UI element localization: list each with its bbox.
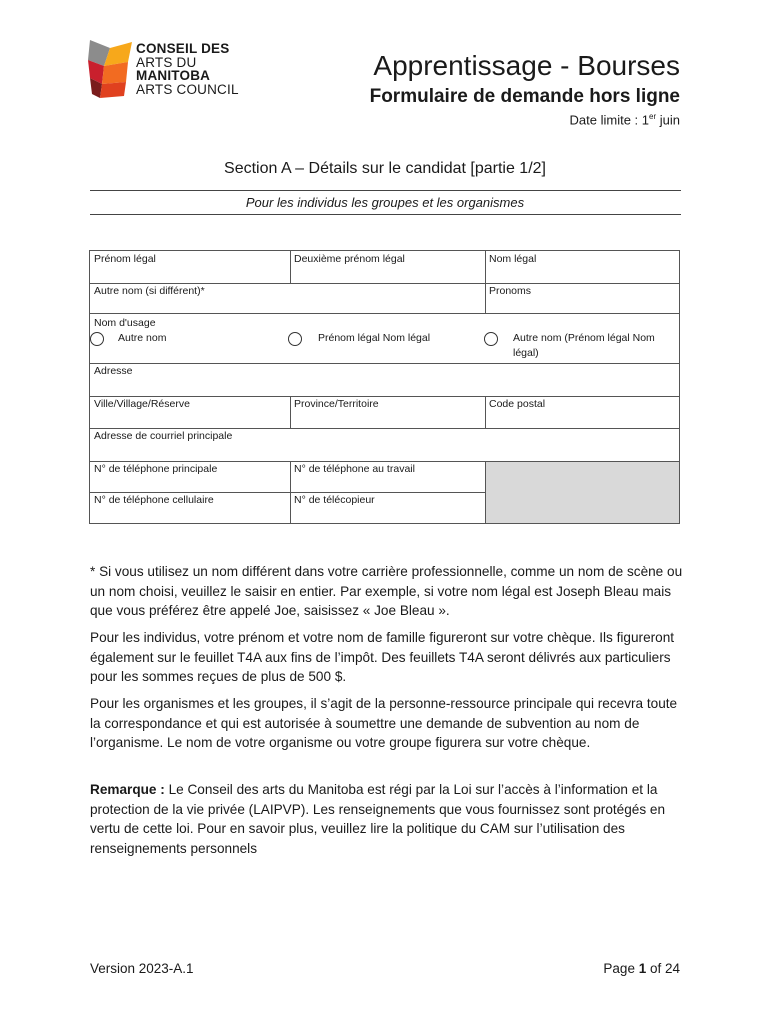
document-subtitle: Formulaire de demande hors ligne [369,86,680,107]
radio-legal-name[interactable] [288,332,302,346]
radio-other-full-name-label: Autre nom (Prénom légal Nom légal) [513,332,655,359]
legal-last-name-field[interactable] [485,251,679,283]
radio-other-name[interactable] [90,332,104,346]
work-phone-label: N° de téléphone au travail [294,463,415,475]
paragraph-privacy-note: Remarque : Le Conseil des arts du Manitoba est régi par la Loi sur l’accès à l’information et la protection de la vie privée (LAIPVP). Les renseignements que vous fournissez sont protégés en vertu de cette loi. Pour en savoir plus, veuillez lire la politique du CAM sur l’utilisation des renseignements personnels [90,782,666,856]
version-label: Version 2023-A.1 [90,961,194,976]
province-field[interactable] [290,396,485,428]
applicant-form [89,250,680,524]
deadline: Date limite : 1er juin [569,112,680,128]
legal-middle-name-label: Deuxième prénom légal [294,253,405,265]
pronouns-label: Pronoms [489,285,532,297]
legal-last-name-label: Nom légal [489,253,537,265]
page-number: Page 1 of 24 [603,961,680,976]
address-label: Adresse [94,365,133,377]
email-field[interactable] [90,428,679,461]
paragraph-organizations: Pour les organismes et les groupes, il s’agit de la personne-ressource principale qui recevra toute la correspondance et qui est autorisée à soumettre une demande de subvention au nom de l’organisme. Le nom de votre organisme ou votre groupe figurera sur votre chèque. [90,696,678,750]
postal-code-label: Code postal [489,398,546,410]
pronouns-field[interactable] [485,283,679,313]
main-phone-label: N° de téléphone principale [94,463,218,475]
other-name-label: Autre nom (si différent)* [94,285,205,297]
radio-other-full-name[interactable] [484,332,498,346]
main-phone-field[interactable] [90,461,290,492]
work-phone-field[interactable] [290,461,485,492]
paragraph-individuals: Pour les individus, votre prénom et votre nom de famille figureront sur votre chèque. Ils figureront également sur le feuillet T4A aux fins de l’impôt. Des feuillets T4A seront délivrés aux particuliers pour les sommes reçues de plus de 500 $. [90,630,675,684]
province-label: Province/Territoire [294,398,379,410]
document-title: Apprentissage - Bourses [373,50,680,81]
postal-code-field[interactable] [485,396,679,428]
cell-phone-field[interactable] [90,492,290,523]
legal-first-name-label: Prénom légal [94,253,156,265]
radio-other-name-label: Autre nom [118,332,167,344]
legal-middle-name-field[interactable] [290,251,485,283]
radio-legal-name-label: Prénom légal Nom légal [318,332,431,344]
fax-label: N° de télécopieur [294,494,375,506]
logo-wordmark: CONSEIL DES ARTS DU MANITOBA ARTS COUNCIL [136,41,239,97]
section-title: Section A – Détails sur le candidat [partie 1/2] [224,160,546,177]
section-rule-bottom [90,214,681,215]
cell-phone-label: N° de téléphone cellulaire [94,494,214,506]
city-label: Ville/Village/Réserve [94,398,190,410]
address-field[interactable] [90,363,679,396]
shaded-cell [485,461,679,523]
section-note: Pour les individus les groupes et les organismes [245,195,525,210]
other-name-field[interactable] [90,283,485,313]
section-rule-top [90,190,681,191]
paragraph-other-name-note: * Si vous utilisez un nom différent dans votre carrière professionnelle, comme un nom de scène ou un nom choisi, veuillez le saisir en entier. Par exemple, si votre nom légal est Joseph Bleau mais que vous préférez être appelé Joe, saisissez « Joe Bleau ». [90,564,683,618]
legal-first-name-field[interactable] [90,251,290,283]
city-field[interactable] [90,396,290,428]
name-usage-label: Nom d'usage [94,317,156,329]
email-label: Adresse de courriel principale [94,430,233,442]
fax-field[interactable] [290,492,485,523]
